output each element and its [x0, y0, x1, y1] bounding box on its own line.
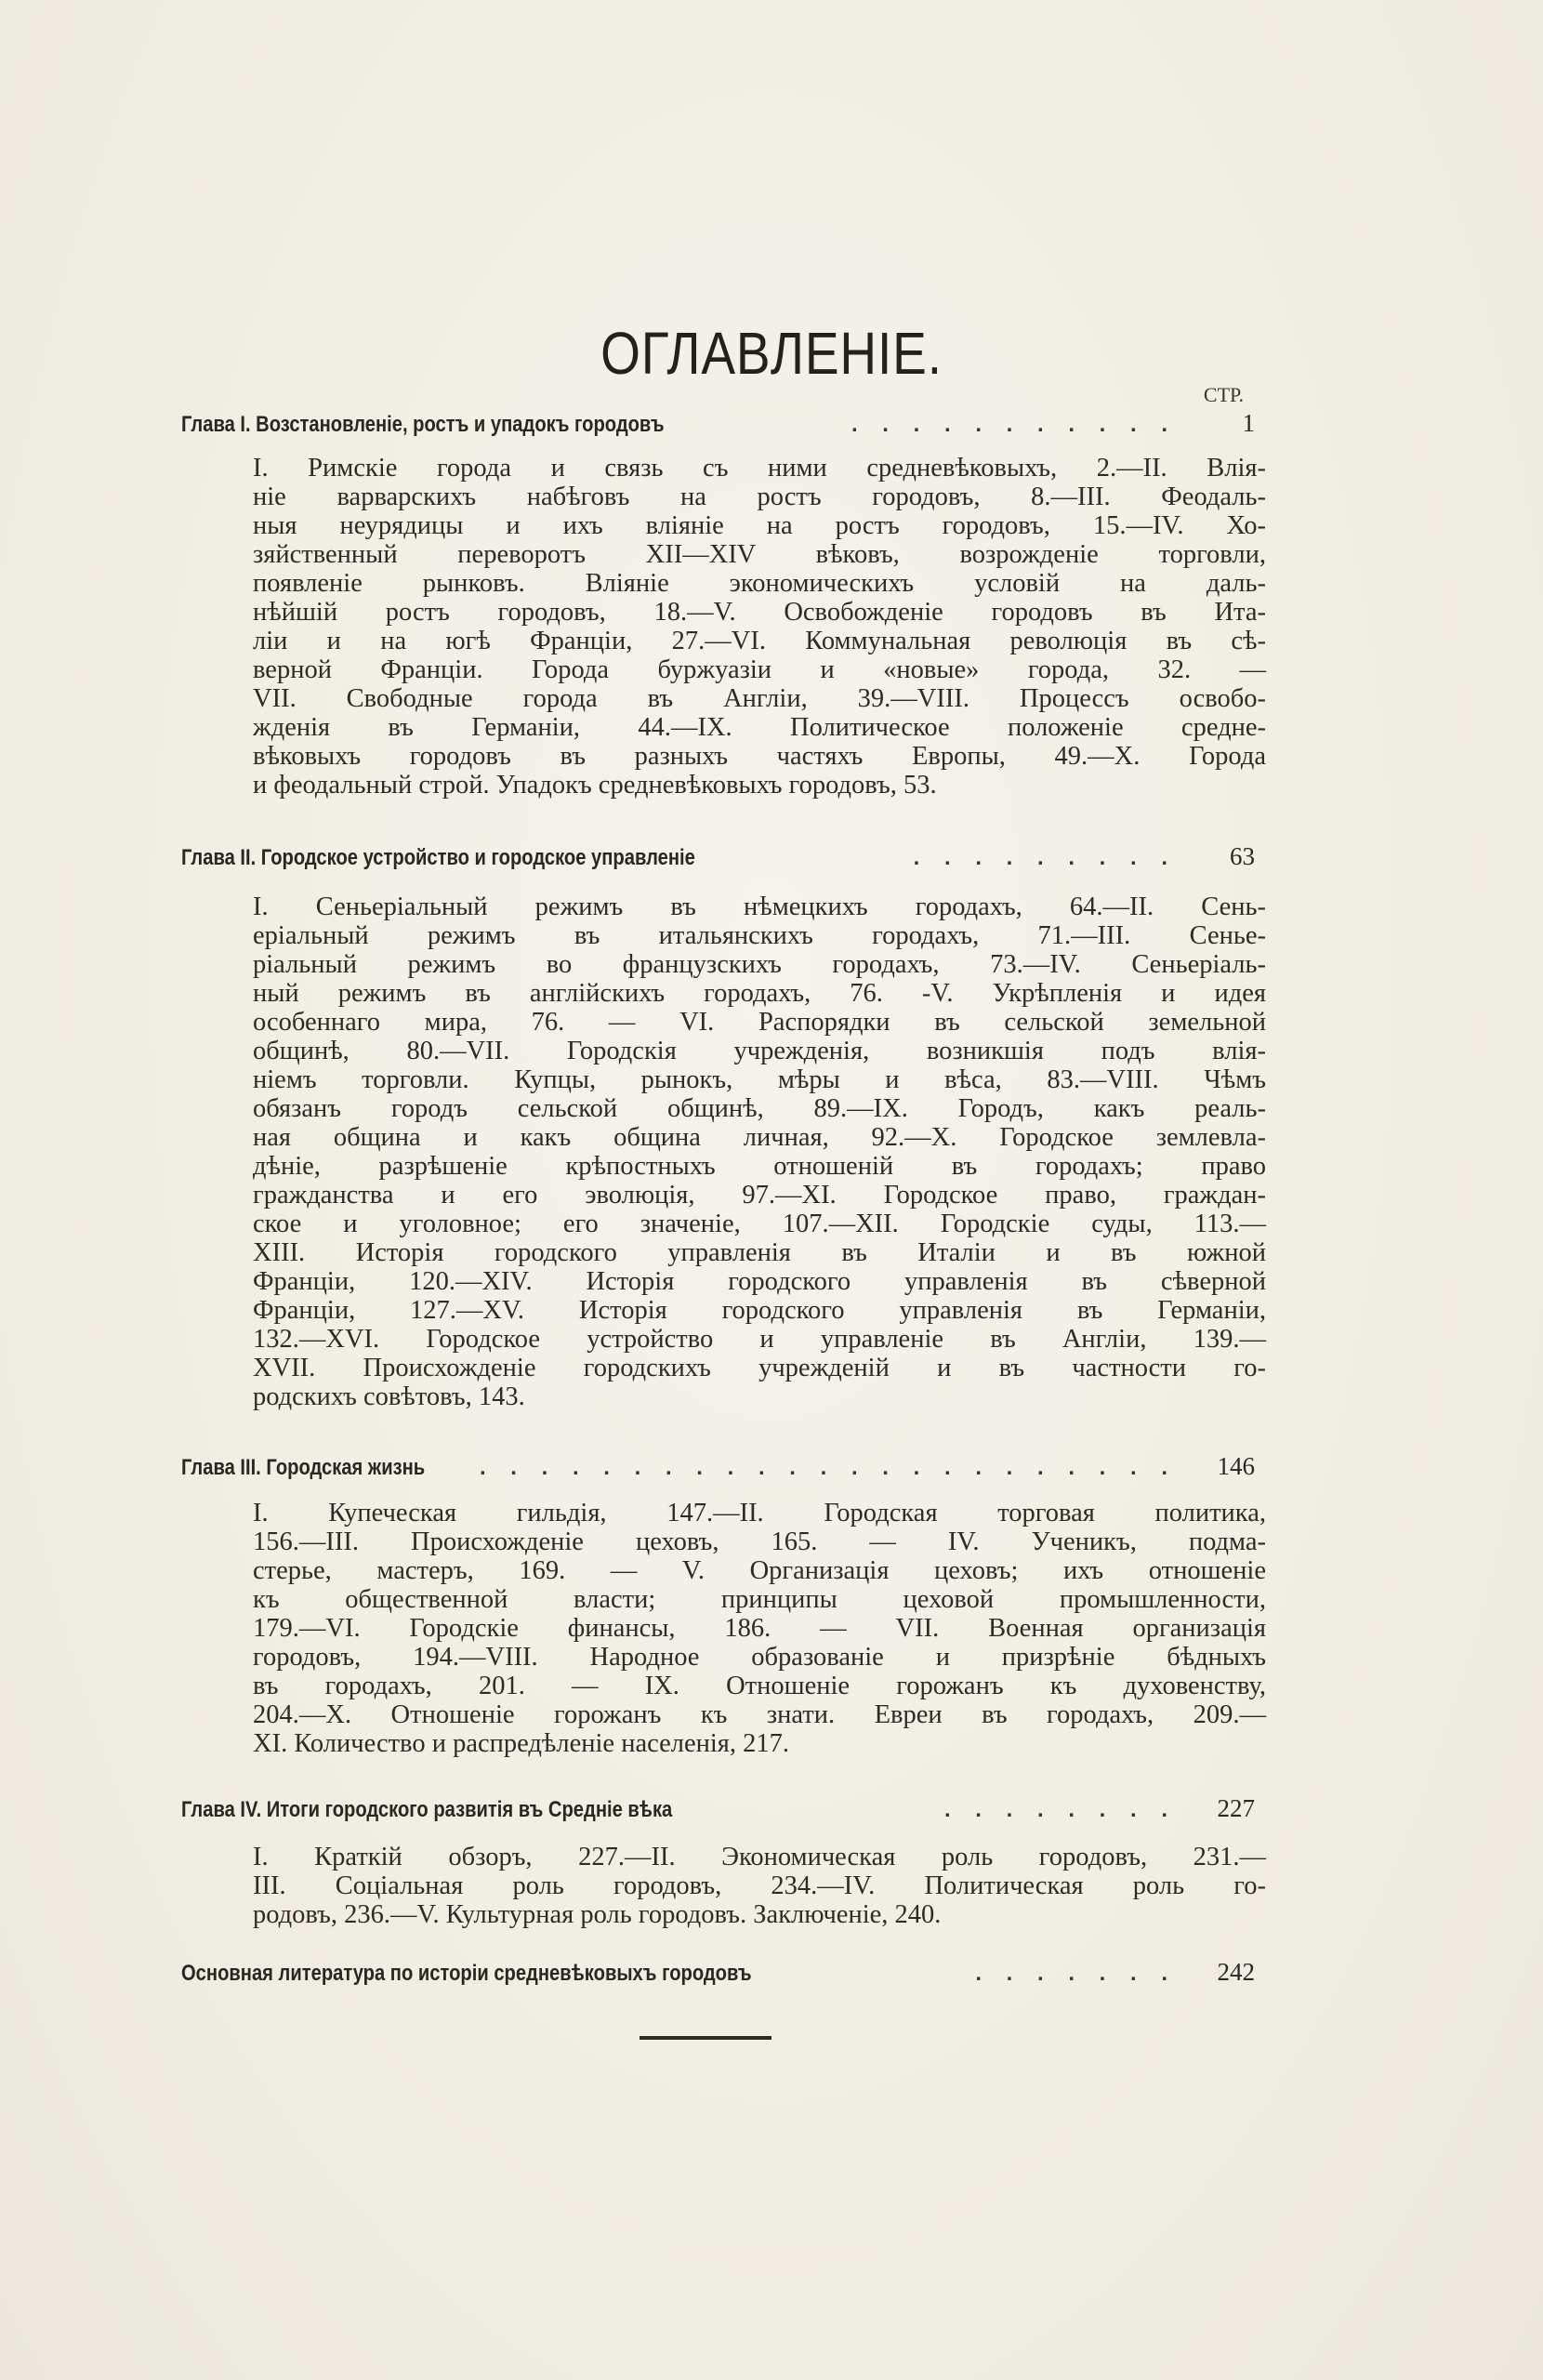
summary-line: и феодальный строй. Упадокъ средневѣковыхъ городовъ, 53. — [253, 771, 937, 800]
chapter-summary — [253, 892, 1266, 1411]
chapter-page-number: 227 — [1217, 1794, 1255, 1822]
summary-line: въ городахъ, 201. — IX. Отношеніе горожанъ къ духовенству, — [253, 1672, 1266, 1700]
dot-leader: . . . . . . . . — [943, 1797, 1177, 1822]
summary-line: ріальный режимъ во французскихъ городахъ, 73.—IV. Сеньеріаль- — [253, 950, 1266, 979]
chapter-summary — [253, 1843, 1266, 1929]
toc-entry-bibliography[interactable] — [181, 1958, 1255, 1987]
summary-line: 132.—XVI. Городское устройство и управленіе въ Англіи, 139.— — [253, 1325, 1266, 1354]
page-column-label: СТР. — [1203, 383, 1244, 406]
summary-line: родовъ, 236.—V. Культурная роль городовъ. Заключеніе, 240. — [253, 1900, 942, 1929]
summary-line: къ общественной власти; принципы цеховой промышленности, — [253, 1585, 1266, 1614]
dot-leader: . . . . . . . . . — [913, 845, 1177, 870]
summary-line: жденія въ Германіи, 44.—IX. Политическое положеніе средне- — [253, 713, 1266, 742]
chapter-page-number: 1 — [1242, 409, 1255, 437]
toc-entry-chapter-2[interactable] — [181, 842, 1255, 871]
summary-line: Франціи, 127.—XV. Исторія городского управленія въ Германіи, — [253, 1296, 1266, 1325]
summary-line: ная община и какъ община личная, 92.—X. Городское землевла- — [253, 1123, 1266, 1152]
toc-entry-chapter-1[interactable] — [181, 409, 1255, 438]
toc-entry-chapter-4[interactable] — [181, 1794, 1255, 1823]
chapter-summary — [253, 454, 1266, 800]
summary-line: 179.—VI. Городскіе финансы, 186. — VII. Военная организація — [253, 1614, 1266, 1643]
summary-line: нѣйшій ростъ городовъ, 18.—V. Освобожденіе городовъ въ Ита- — [253, 598, 1266, 627]
summary-line: гражданства и его эволюція, 97.—XI. Городское право, граждан- — [253, 1181, 1266, 1210]
closing-rule — [640, 2036, 772, 2040]
summary-line: городовъ, 194.—VIII. Народное образованіе и призрѣніе бѣдныхъ — [253, 1643, 1266, 1672]
summary-line: общинѣ, 80.—VII. Городскія учрежденія, возникшія подъ влія- — [253, 1037, 1266, 1065]
summary-line: I. Купеческая гильдія, 147.—II. Городская торговая политика, — [253, 1499, 1266, 1527]
chapter-page-number: 63 — [1230, 842, 1255, 870]
summary-line: дѣніе, разрѣшеніе крѣпостныхъ отношеній въ городахъ; право — [253, 1152, 1266, 1181]
bibliography-title: Основная литература по исторіи средневѣковыхъ городовъ — [181, 1961, 752, 1986]
summary-line: XVII. Происхожденіе городскихъ учрежденій и въ частности го- — [253, 1354, 1266, 1382]
summary-line: Франціи, 120.—XIV. Исторія городского управленія въ сѣверной — [253, 1267, 1266, 1296]
summary-line: ніемъ торговли. Купцы, рынокъ, мѣры и вѣса, 83.—VIII. Чѣмъ — [253, 1065, 1266, 1094]
summary-line: еріальный режимъ въ итальянскихъ городахъ, 71.—III. Сенье- — [253, 921, 1266, 950]
bibliography-page-number: 242 — [1217, 1958, 1255, 1986]
dot-leader: . . . . . . . — [975, 1961, 1177, 1986]
summary-line: XI. Количество и распредѣленіе населенія, 217. — [253, 1729, 790, 1758]
summary-line: обязанъ городъ сельской общинѣ, 89.—IX. Городъ, какъ реаль- — [253, 1094, 1266, 1123]
chapter-page-number: 146 — [1217, 1452, 1255, 1480]
summary-line: XIII. Исторія городского управленія въ Италіи и въ южной — [253, 1238, 1266, 1267]
summary-line: родскихъ совѣтовъ, 143. — [253, 1382, 525, 1411]
dot-leader: . . . . . . . . . . . . . . . . . . . . . . . — [479, 1455, 1177, 1480]
chapter-title: Глава I. Возстановленіе, ростъ и упадокъ городовъ — [181, 412, 665, 437]
page-title: ОГЛАВЛЕНІЕ. — [600, 320, 943, 387]
summary-line: появленіе рынковъ. Вліяніе экономическихъ условій на даль- — [253, 569, 1266, 598]
summary-line: зяйственный переворотъ XII—XIV вѣковъ, возрожденіе торговли, — [253, 540, 1266, 569]
summary-line: ское и уголовное; его значеніе, 107.—XII. Городскіе суды, 113.— — [253, 1210, 1266, 1238]
summary-line: VII. Свободные города въ Англіи, 39.—VIII. Процессъ освобо- — [253, 684, 1266, 713]
summary-line: 204.—X. Отношеніе горожанъ къ знати. Евреи въ городахъ, 209.— — [253, 1700, 1266, 1729]
summary-line: вѣковыхъ городовъ въ разныхъ частяхъ Европы, 49.—X. Города — [253, 742, 1266, 771]
chapter-title: Глава II. Городское устройство и городское управленіе — [181, 845, 695, 870]
chapter-title: Глава III. Городская жизнь — [181, 1455, 426, 1480]
chapter-title: Глава IV. Итоги городского развитія въ Средніе вѣка — [181, 1797, 673, 1822]
summary-line: верной Франціи. Города буржуазіи и «новые» города, 32. — — [253, 655, 1266, 684]
chapter-summary — [253, 1499, 1266, 1758]
summary-line: I. Краткій обзоръ, 227.—II. Экономическая роль городовъ, 231.— — [253, 1843, 1266, 1871]
summary-line: особеннаго мира, 76. — VI. Распорядки въ сельской земельной — [253, 1008, 1266, 1037]
summary-line: I. Сеньеріальный режимъ въ нѣмецкихъ городахъ, 64.—II. Сень- — [253, 892, 1266, 921]
summary-line: ніе варварскихъ набѣговъ на ростъ городовъ, 8.—III. Феодаль- — [253, 483, 1266, 511]
toc-entry-chapter-3[interactable] — [181, 1452, 1255, 1481]
summary-line: ныя неурядицы и ихъ вліяніе на ростъ городовъ, 15.—IV. Хо- — [253, 511, 1266, 540]
summary-line: ліи и на югѣ Франціи, 27.—VI. Коммунальная революція въ сѣ- — [253, 627, 1266, 655]
summary-line: III. Соціальная роль городовъ, 234.—IV. Политическая роль го- — [253, 1871, 1266, 1900]
summary-line: 156.—III. Происхожденіе цеховъ, 165. — IV. Ученикъ, подма- — [253, 1527, 1266, 1556]
summary-line: I. Римскіе города и связь съ ними средневѣковыхъ, 2.—II. Влія- — [253, 454, 1266, 483]
summary-line: ный режимъ въ англійскихъ городахъ, 76. -V. Укрѣпленія и идея — [253, 979, 1266, 1008]
summary-line: стерье, мастеръ, 169. — V. Организація цеховъ; ихъ отношеніе — [253, 1556, 1266, 1585]
dot-leader: . . . . . . . . . . . — [851, 412, 1177, 437]
